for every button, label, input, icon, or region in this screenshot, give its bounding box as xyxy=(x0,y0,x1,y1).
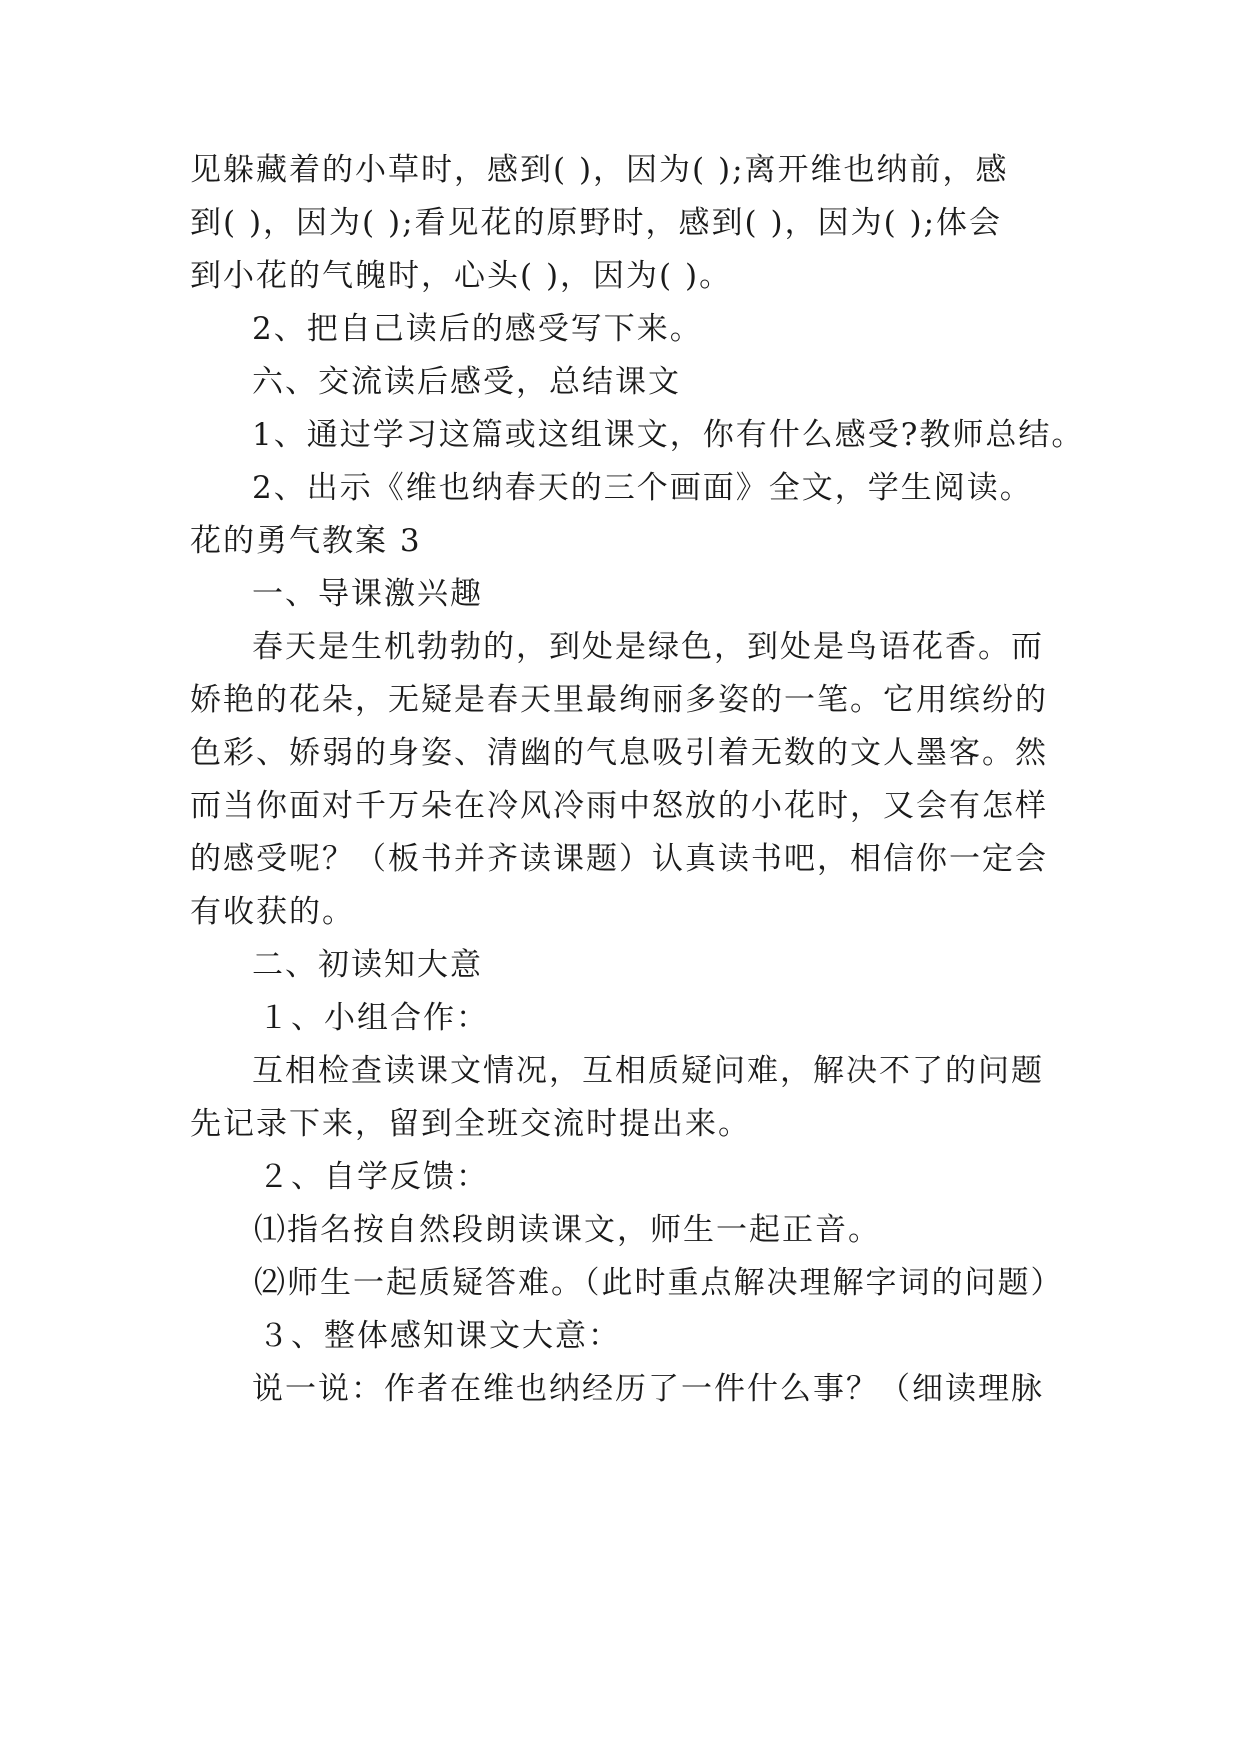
text-line: 到小花的气魄时，心头( )，因为( )。 xyxy=(190,258,733,294)
text-line: 而当你面对千万朵在冷风冷雨中怒放的小花时，又会有怎样 xyxy=(190,788,1048,824)
text-line: 的感受呢？（板书并齐读课题）认真读书吧，相信你一定会 xyxy=(190,841,1048,877)
text-line: 色彩、娇弱的身姿、清幽的气息吸引着无数的文人墨客。然 xyxy=(190,735,1048,771)
list-item: １、小组合作： xyxy=(258,1000,489,1036)
section-heading: 二、初读知大意 xyxy=(252,947,483,983)
text-line: 说一说：作者在维也纳经历了一件什么事？（细读理脉 xyxy=(252,1371,1044,1407)
list-item: ２、自学反馈： xyxy=(258,1159,489,1195)
text-line: 有收获的。 xyxy=(190,894,355,930)
section-heading: 六、交流读后感受，总结课文 xyxy=(252,364,681,400)
text-line: 到( )，因为( );看见花的原野时，感到( )，因为( );体会 xyxy=(190,205,1003,241)
text-line: 见躲藏着的小草时，感到( )，因为( );离开维也纳前，感 xyxy=(190,152,1009,188)
list-item: ３、整体感知课文大意： xyxy=(258,1318,621,1354)
text-line: 互相检查读课文情况，互相质疑问难，解决不了的问题 xyxy=(252,1053,1044,1089)
list-item: ⑵师生一起质疑答难。（此时重点解决理解字词的问题） xyxy=(254,1265,1064,1301)
text-line: 1、通过学习这篇或这组课文，你有什么感受?教师总结。 xyxy=(252,417,1085,453)
text-line: 春天是生机勃勃的，到处是绿色，到处是鸟语花香。而 xyxy=(252,629,1044,665)
text-line: 娇艳的花朵，无疑是春天里最绚丽多姿的一笔。它用缤纷的 xyxy=(190,682,1048,718)
document-title: 花的勇气教案 3 xyxy=(190,523,422,559)
section-heading: 一、导课激兴趣 xyxy=(252,576,483,612)
text-line: 2、出示《维也纳春天的三个画面》全文，学生阅读。 xyxy=(252,470,1033,506)
text-line: 2、把自己读后的感受写下来。 xyxy=(252,311,703,347)
text-line: 先记录下来，留到全班交流时提出来。 xyxy=(190,1106,751,1142)
list-item: ⑴指名按自然段朗读课文，师生一起正音。 xyxy=(254,1212,881,1248)
